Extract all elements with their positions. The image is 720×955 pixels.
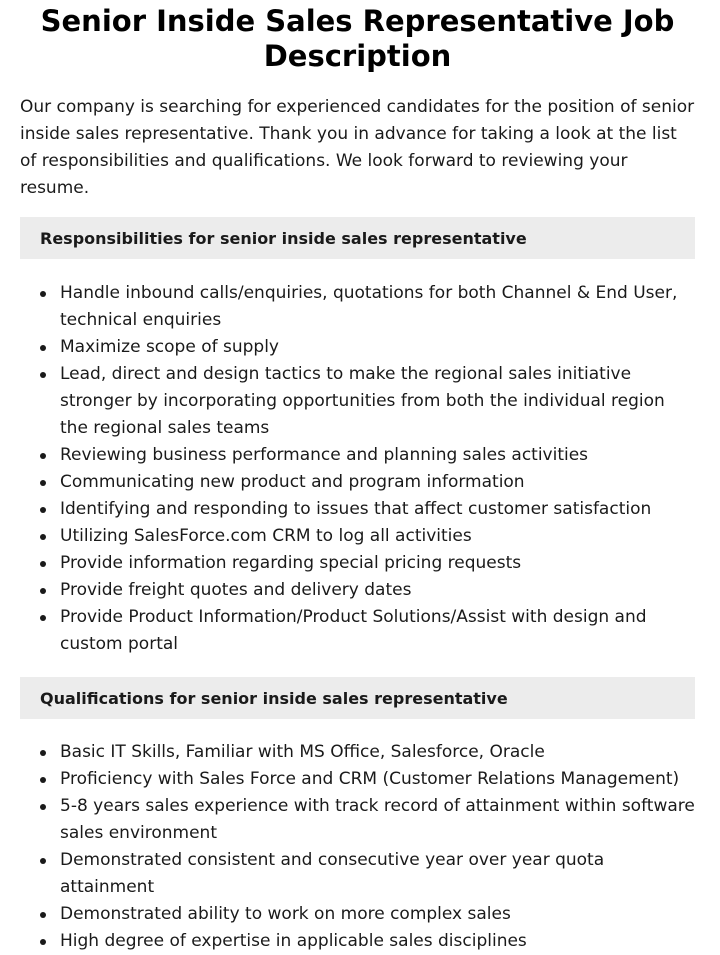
- list-item: [20, 442, 695, 469]
- bullet-icon: [40, 939, 46, 945]
- responsibilities-heading-text: Responsibilities for senior inside sales representative: [40, 228, 527, 248]
- bullet-icon: [40, 561, 46, 567]
- list-item: [20, 847, 695, 901]
- responsibilities-list: [20, 280, 695, 658]
- list-item-text: Proficiency with Sales Force and CRM (Customer Relations Management): [60, 769, 680, 789]
- bullet-icon: [40, 453, 46, 459]
- qualifications-list: [20, 739, 695, 955]
- bullet-icon: [40, 615, 46, 621]
- responsibilities-heading: [20, 217, 695, 259]
- list-item-text: Basic IT Skills, Familiar with MS Office, Salesforce, Oracle: [60, 742, 545, 762]
- bullet-icon: [40, 480, 46, 486]
- bullet-icon: [40, 804, 46, 810]
- list-item: [20, 901, 695, 928]
- bullet-icon: [40, 750, 46, 756]
- qualifications-heading-text: Qualifications for senior inside sales representative: [40, 688, 508, 708]
- bullet-icon: [40, 507, 46, 513]
- list-item: [20, 523, 695, 550]
- list-item: [20, 928, 695, 955]
- list-item-text: Handle inbound calls/enquiries, quotations for both Channel & End User, technical enquiries: [60, 283, 678, 330]
- list-item-text: Demonstrated consistent and consecutive year over year quota attainment: [60, 850, 605, 897]
- bullet-icon: [40, 291, 46, 297]
- list-item-text: Identifying and responding to issues that affect customer satisfaction: [60, 499, 652, 519]
- list-item: [20, 361, 695, 442]
- bullet-icon: [40, 372, 46, 378]
- list-item-text: Provide Product Information/Product Solutions/Assist with design and custom portal: [60, 607, 647, 654]
- bullet-icon: [40, 858, 46, 864]
- bullet-icon: [40, 534, 46, 540]
- list-item: [20, 766, 695, 793]
- list-item: [20, 469, 695, 496]
- bullet-icon: [40, 588, 46, 594]
- list-item: [20, 604, 695, 658]
- list-item-text: Provide information regarding special pricing requests: [60, 553, 522, 573]
- list-item: [20, 739, 695, 766]
- list-item-text: Demonstrated ability to work on more complex sales: [60, 904, 511, 924]
- bullet-icon: [40, 777, 46, 783]
- list-item-text: Communicating new product and program information: [60, 472, 525, 492]
- list-item-text: Provide freight quotes and delivery dates: [60, 580, 412, 600]
- list-item-text: High degree of expertise in applicable sales disciplines: [60, 931, 527, 951]
- intro-paragraph: Our company is searching for experienced candidates for the position of senior inside sales representative. Thank you in advance for taking a look at the list of responsibilities and qualifications. We look forward to reviewing your resume.: [20, 97, 695, 198]
- list-item-text: 5-8 years sales experience with track record of attainment within software sales environment: [60, 796, 695, 843]
- list-item: [20, 334, 695, 361]
- list-item: [20, 577, 695, 604]
- list-item-text: Lead, direct and design tactics to make the regional sales initiative stronger by incorporating opportunities from both the individual region the regional sales teams: [60, 364, 665, 438]
- list-item: [20, 793, 695, 847]
- list-item-text: Utilizing SalesForce.com CRM to log all activities: [60, 526, 472, 546]
- list-item-text: Reviewing business performance and planning sales activities: [60, 445, 589, 465]
- list-item: [20, 280, 695, 334]
- page-title: Senior Inside Sales Representative Job Description: [40, 4, 675, 73]
- bullet-icon: [40, 345, 46, 351]
- qualifications-heading: [20, 677, 695, 719]
- bullet-icon: [40, 912, 46, 918]
- list-item: [20, 496, 695, 523]
- list-item-text: Maximize scope of supply: [60, 337, 279, 357]
- list-item: [20, 550, 695, 577]
